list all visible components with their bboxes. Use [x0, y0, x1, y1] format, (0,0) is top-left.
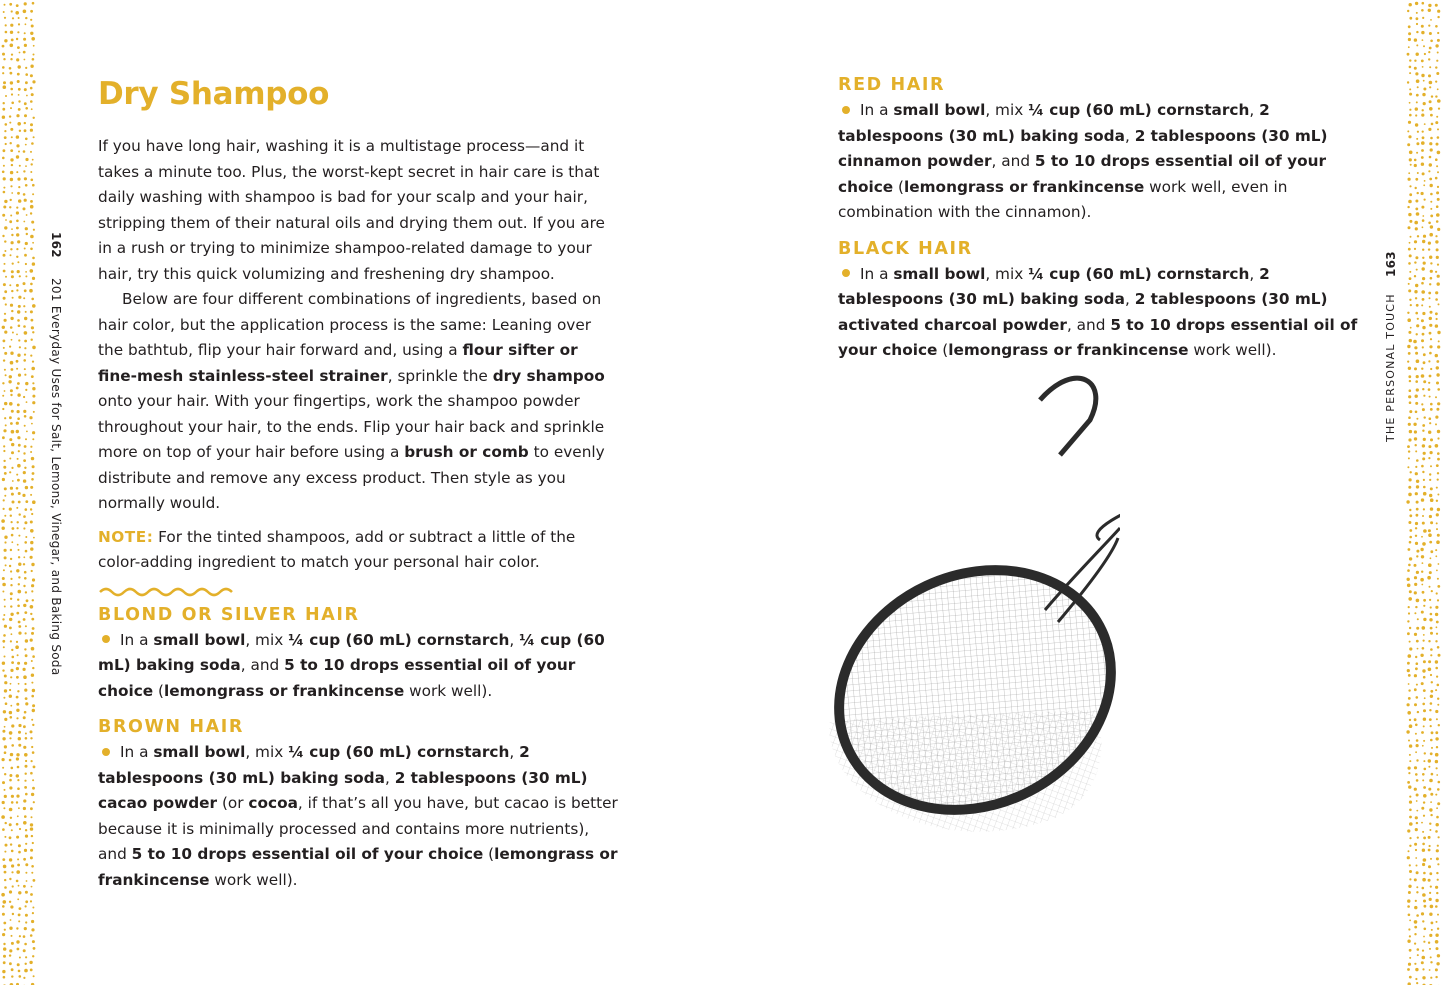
instructions-paragraph: Below are four different combinations of ingredients, based on hair color, but the application process is the same: Leaning over the bathtub, flip your hair forward and, using a flour sifter or fine-mesh stainless-steel strainer, sprinkle the dry shampoo onto your hair. With your fingertips, work the shampoo powder throughout your hair, to the ends. Flip your hair back and sprinkle more on top of your hair before using a brush or comb to evenly distribute and remove any excess product. Then style as you normally would. — [98, 290, 605, 512]
dotted-border-right — [1405, 0, 1445, 985]
blond-hair-recipe: In a small bowl, mix ¼ cup (60 mL) cornstarch, ¼ cup (60 mL) baking soda, and 5 to 10 drops essential oil of your choice (lemongrass or frankincense work well). — [98, 630, 605, 700]
bullet-icon — [842, 106, 850, 114]
right-page-number: 163 — [1384, 251, 1398, 278]
right-running-title: THE PERSONAL TOUCH — [1384, 293, 1397, 442]
brown-hair-heading: BROWN HAIR — [98, 717, 244, 737]
blond-hair-heading: BLOND OR SILVER HAIR — [98, 604, 360, 625]
bullet-icon — [842, 269, 850, 277]
red-hair-recipe: In a small bowl, mix ¼ cup (60 mL) cornstarch, 2 tablespoons (30 mL) baking soda, 2 tablespoons (30 mL) cinnamon powder, and 5 to 10 drops essential oil of your choice (lemongrass or frankincense work well, even in combination with the cinnamon). — [838, 101, 1328, 221]
right-page-content — [838, 72, 1358, 374]
dotted-border-left — [0, 0, 38, 985]
left-page-number: 162 — [49, 232, 63, 258]
strainer-icon — [800, 360, 1120, 860]
right-spine — [1384, 232, 1398, 442]
left-spine — [43, 232, 63, 676]
brown-hair-recipe: In a small bowl, mix ¼ cup (60 mL) cornstarch, 2 tablespoons (30 mL) baking soda, 2 tablespoons (30 mL) cacao powder (or cocoa, if that’s all you have, but cacao is better because it is minimally processed and contains more nutrients), and 5 to 10 drops essential oil of your choice (lemongrass or frankincense work well). — [98, 743, 618, 889]
note-label: NOTE: — [98, 527, 154, 546]
wavy-divider — [98, 586, 234, 598]
black-hair-recipe: In a small bowl, mix ¼ cup (60 mL) cornstarch, 2 tablespoons (30 mL) baking soda, 2 tablespoons (30 mL) activated charcoal powder, and 5 to 10 drops essential oil of your choice (lemongrass or frankincense work well). — [838, 264, 1358, 359]
bullet-icon — [102, 748, 110, 756]
intro-paragraph: If you have long hair, washing it is a multistage process—and it takes a minute too. Plus, the worst-kept secret in hair care is that daily washing with shampoo is bad for your scalp and your hair, stripping them of their natural oils and drying them out. If you are in a rush or trying to minimize shampoo-related damage to your hair, try this quick volumizing and freshening dry shampoo. — [98, 137, 605, 283]
left-running-title: 201 Everyday Uses for Salt, Lemons, Vinegar, and Baking Soda — [49, 277, 63, 676]
page-title: Dry Shampoo — [98, 76, 330, 112]
left-page-content — [98, 72, 618, 903]
black-hair-heading: BLACK HAIR — [838, 238, 973, 259]
red-hair-heading: RED HAIR — [838, 75, 946, 95]
bullet-icon — [102, 635, 110, 643]
note-paragraph: NOTE: For the tinted shampoos, add or subtract a little of the color-adding ingredient to match your personal hair color. — [98, 527, 576, 571]
